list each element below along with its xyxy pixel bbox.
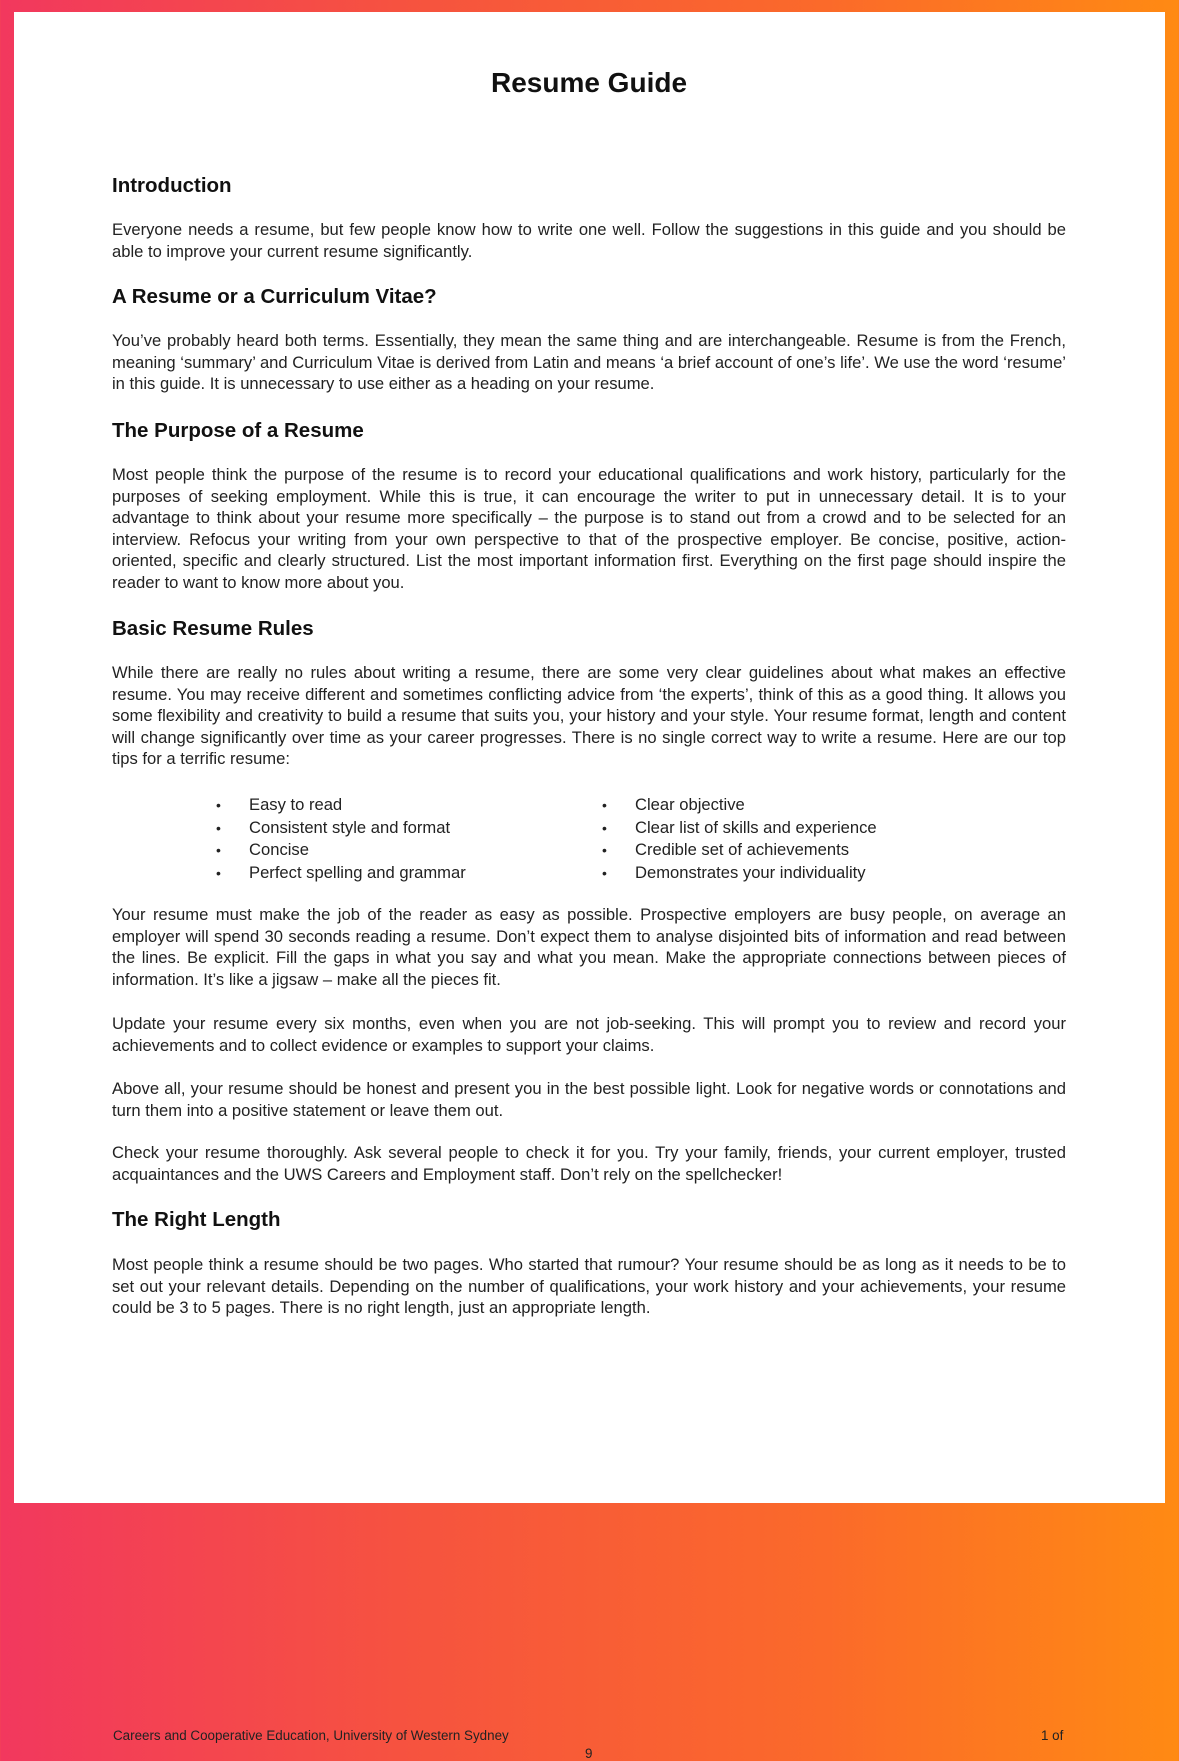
- heading-basic-rules: Basic Resume Rules: [112, 617, 314, 640]
- bullet-icon: •: [602, 797, 607, 813]
- list-item: [216, 839, 466, 862]
- list-item: [602, 839, 877, 862]
- paragraph-be-honest: Above all, your resume should be honest and present you in the best possible light. Look for negative words or connotations and turn them into a positive statement or leave them out.: [112, 1079, 1066, 1120]
- list-item-text: Easy to read: [249, 795, 343, 814]
- list-item: [602, 817, 877, 840]
- tips-list: [112, 794, 1066, 886]
- list-item-text: Consistent style and format: [249, 817, 451, 837]
- tips-list-left: [216, 794, 466, 885]
- heading-right-length: The Right Length: [112, 1208, 281, 1231]
- list-item-text: Credible set of achievements: [635, 840, 849, 860]
- bullet-icon: •: [602, 842, 607, 859]
- list-item: [216, 817, 466, 840]
- paragraph-update-resume: Update your resume every six months, even when you are not job-seeking. This will prompt you to review and record your achievements and to collect evidence or examples to support your claims.: [112, 1014, 1066, 1055]
- paragraph-introduction: Everyone needs a resume, but few people know how to write one well. Follow the suggestions in this guide and you should be able to improve your current resume significantly.: [112, 220, 1066, 261]
- list-item-text: Concise: [249, 840, 309, 860]
- bullet-icon: •: [216, 819, 221, 836]
- footer-page-total: 9: [585, 1746, 593, 1761]
- list-item: [216, 794, 466, 817]
- bullet-icon: •: [216, 865, 221, 882]
- bullet-icon: •: [602, 865, 607, 882]
- list-item-text: Clear objective: [635, 795, 745, 814]
- paragraph-purpose: Most people think the purpose of the resume is to record your educational qualifications and work history, particularly for the purposes of seeking employment. While this is true, it can encourage the writer to put in unnecessary detail. It is to your advantage to think about your resume more specifically – the purpose is to stand out from a crowd and to be selected for an interview. Refocus your writing from your own perspective to that of the prospective employer. Be concise, positive, action-oriented, specific and clearly structured. List the most important information first. Everything on the first page should inspire the reader to want to know more about you.: [112, 465, 1066, 592]
- bullet-icon: •: [216, 797, 221, 813]
- list-item: [602, 794, 877, 817]
- paragraph-check-thoroughly: Check your resume thoroughly. Ask several people to check it for you. Try your family, friends, your current employer, trusted acquaintances and the UWS Careers and Employment staff. Don’t rely on the spellchecker!: [112, 1143, 1066, 1184]
- footer-page-label: 1 of: [1041, 1728, 1064, 1743]
- list-item-text: Demonstrates your individuality: [635, 863, 866, 883]
- heading-introduction: Introduction: [112, 174, 232, 197]
- list-item-text: Clear list of skills and experience: [635, 817, 877, 837]
- paragraph-right-length: Most people think a resume should be two pages. Who started that rumour? Your resume should be as long as it needs to be to set out your relevant details. Depending on the number of qualifications, your work history and your achievements, your resume could be 3 to 5 pages. There is no right length, just an appropriate length.: [112, 1255, 1066, 1317]
- heading-purpose: The Purpose of a Resume: [112, 419, 364, 442]
- bullet-icon: •: [602, 819, 607, 836]
- footer-organization: Careers and Cooperative Education, University of Western Sydney: [113, 1728, 509, 1743]
- document-page: [14, 12, 1165, 1761]
- list-item-text: Perfect spelling and grammar: [249, 863, 466, 883]
- paragraph-resume-or-cv: You’ve probably heard both terms. Essentially, they mean the same thing and are interchangeable. Resume is from the French, meaning ‘summary’ and Curriculum Vitae is derived from Latin and means ‘a brief account of one’s life’. We use the word ‘resume’ in this guide. It is unnecessary to use either as a heading on your resume.: [112, 331, 1066, 393]
- bullet-icon: •: [216, 842, 221, 859]
- paragraph-basic-rules-intro: While there are really no rules about writing a resume, there are some very clear guidelines about what makes an effective resume. You may receive different and sometimes conflicting advice from ‘the experts’, think of this as a good thing. It allows you some flexibility and creativity to build a resume that suits you, your history and your style. Your resume format, length and content will change significantly over time as your career progresses. There is no single correct way to write a resume. Here are our top tips for a terrific resume:: [112, 663, 1066, 768]
- tips-list-right: [602, 794, 877, 885]
- list-item: [216, 862, 466, 885]
- paragraph-reader-easy: Your resume must make the job of the reader as easy as possible. Prospective employers are busy people, on average an employer will spend 30 seconds reading a resume. Don’t expect them to analyse disjointed bits of information and read between the lines. Be explicit. Fill the gaps in what you say and what you mean. Make the appropriate connections between pieces of information. It’s like a jigsaw – make all the pieces fit.: [112, 905, 1066, 989]
- list-item: [602, 862, 877, 885]
- document-title: Resume Guide: [490, 67, 688, 98]
- heading-resume-or-cv: A Resume or a Curriculum Vitae?: [112, 285, 437, 308]
